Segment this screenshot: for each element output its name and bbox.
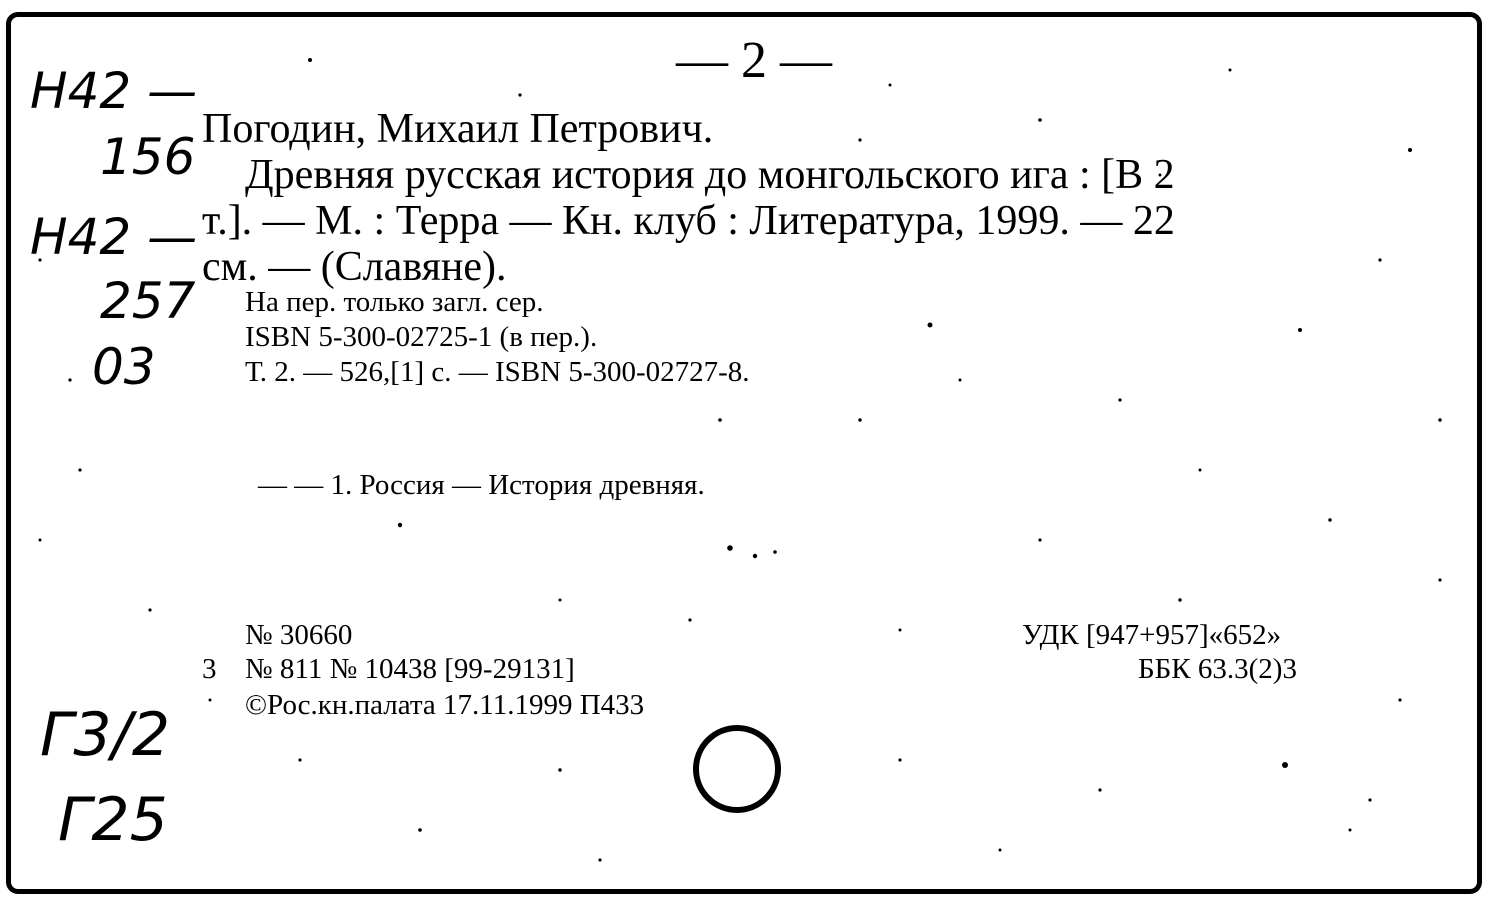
handwritten-shelfmark-1-number: 156 — [100, 128, 196, 186]
handwritten-author-mark-1: Г3/2 — [40, 700, 170, 770]
page-number-mark: — 2 — — [676, 32, 832, 89]
record-number: № 30660 — [245, 619, 353, 651]
registration-numbers: № 811 № 10438 [99-29131] — [245, 653, 575, 685]
subject-heading: — — 1. Россия — История древняя. — [258, 469, 705, 501]
card-punch-hole — [693, 725, 781, 813]
book-chamber-stamp: ©Рос.кн.палата 17.11.1999 П433 — [245, 689, 645, 721]
udk-code: УДК [947+957]«652» — [1022, 619, 1282, 651]
handwritten-shelfmark-1: Н42 — — [30, 62, 198, 120]
title-line-2: т.]. — М. : Терра — Кн. клуб : Литература, 1999. — 22 — [202, 198, 1175, 244]
note-line-3: Т. 2. — 526,[1] с. — ISBN 5-300-02727-8. — [245, 356, 750, 388]
author-heading: Погодин, Михаил Петрович. — [202, 106, 714, 152]
handwritten-volume-mark: 03 — [92, 338, 156, 396]
title-line-3: см. — (Славяне). — [202, 244, 507, 290]
note-line-2: ISBN 5-300-02725-1 (в пер.). — [245, 321, 598, 353]
bbk-code: ББК 63.3(2)3 — [1138, 653, 1297, 685]
note-line-1: На пер. только загл. сер. — [245, 286, 544, 318]
title-line-1: Древняя русская история до монгольского ига : [В 2 — [245, 152, 1175, 198]
copies-count: 3 — [202, 653, 217, 685]
handwritten-shelfmark-2-number: 257 — [100, 272, 196, 330]
handwritten-shelfmark-2: Н42 — — [30, 208, 198, 266]
handwritten-author-mark-2: Г25 — [58, 785, 168, 855]
